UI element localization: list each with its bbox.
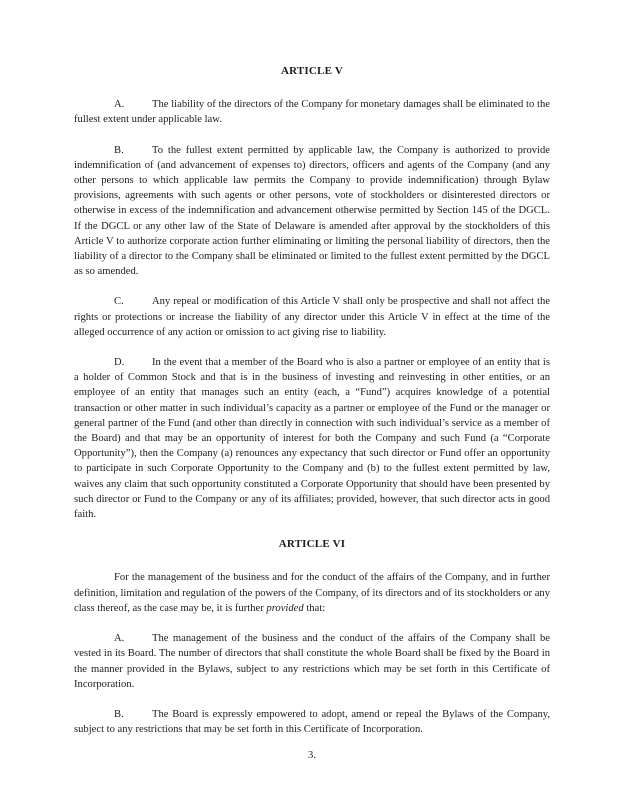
paragraph-label: B.: [114, 144, 124, 156]
paragraph-text: The Board is expressly empowered to adopt, amend or repeal the Bylaws of the Company, subject to any restrictions that may be set forth in this Certificate of Incorporation.: [74, 708, 550, 736]
paragraph-text: To the fullest extent permitted by applicable law, the Company is authorized to provide indemnification of (and advancement of expenses to) directors, officers and agents of the Company (and any other persons to which applicable law permits the Company to provide indemnification) through Bylaw provisions, agreements with such agents or other persons, vote of stockholders or disinterested directors or otherwise in excess of the indemnification and advancement otherwise permitted by Section 145 of the DGCL. If the DGCL or any other law of the State of Delaware is amended after approval by the stockholders of this Article V to authorize corporate action further eliminating or limiting the personal liability of directors, then the liability of a director to the Company shall be eliminated or limited to the fullest extent permitted by the DGCL as so amended.: [74, 144, 550, 278]
intro-emphasis: provided: [266, 602, 304, 614]
article-v-paragraph-c: [74, 294, 550, 340]
paragraph-label: C.: [114, 296, 124, 308]
paragraph-text: In the event that a member of the Board who is also a partner or employee of an entity that is a holder of Common Stock and that is in the business of investing and reinvesting in other entities, or an employee of an entity that manages such an entity (each, a “Fund”) acquires knowledge of a potential transaction or other matter in such individual’s capacity as a partner or employee of the Fund or the manager or general partner of the Fund (and other than directly in connection with such individual’s service as a member of the Board) and that may be an opportunity of interest for both the Company and such Fund (a “Corporate Opportunity”), then the Company (a) renounces any expectancy that such director or Fund offer an opportunity to participate in such Corporate Opportunity to the Company and (b) to the fullest extent permitted by law, waives any claim that such opportunity constituted a Corporate Opportunity that should have been presented by such director or Fund to the Company or any of its affiliates; provided, however, that such director acts in good faith.: [74, 357, 550, 521]
paragraph-label: A.: [114, 633, 125, 645]
article-v-paragraph-a: [74, 97, 550, 127]
paragraph-text: The liability of the directors of the Company for monetary damages shall be eliminated to the fullest extent under applicable law.: [74, 99, 550, 126]
paragraph-label: D.: [114, 357, 125, 369]
paragraph-text: Any repeal or modification of this Article V shall only be prospective and shall not affect the rights or protections or increase the liability of any director under this Article V in effect at the time of the alleged occurrence of any action or omission to act giving rise to liability.: [74, 296, 550, 338]
article-v-paragraph-d: [74, 355, 550, 522]
page-number: 3.: [308, 750, 316, 761]
article-vi-heading: ARTICLE VI: [278, 538, 346, 551]
article-vi-intro: [74, 570, 550, 616]
article-v-heading: ARTICLE V: [280, 65, 344, 77]
article-v-paragraph-b: [74, 143, 550, 280]
article-vi-paragraph-b: [74, 707, 550, 737]
article-vi-paragraph-a: [74, 631, 550, 692]
intro-text: For the management of the business and for the conduct of the affairs of the Company, and in further definition, limitation and regulation of the powers of the Company, of its directors and of its stockholders or any class thereof, as the case may be, it is further: [74, 572, 550, 614]
paragraph-label: B.: [114, 708, 124, 720]
paragraph-text: The management of the business and the conduct of the affairs of the Company shall be vested in its Board. The number of directors that shall constitute the whole Board shall be fixed by the Board in the manner provided in the Bylaws, subject to any restrictions which may be set forth in this Certificate of Incorporation.: [74, 633, 550, 690]
intro-end: that:: [306, 602, 326, 614]
paragraph-label: A.: [114, 99, 125, 111]
